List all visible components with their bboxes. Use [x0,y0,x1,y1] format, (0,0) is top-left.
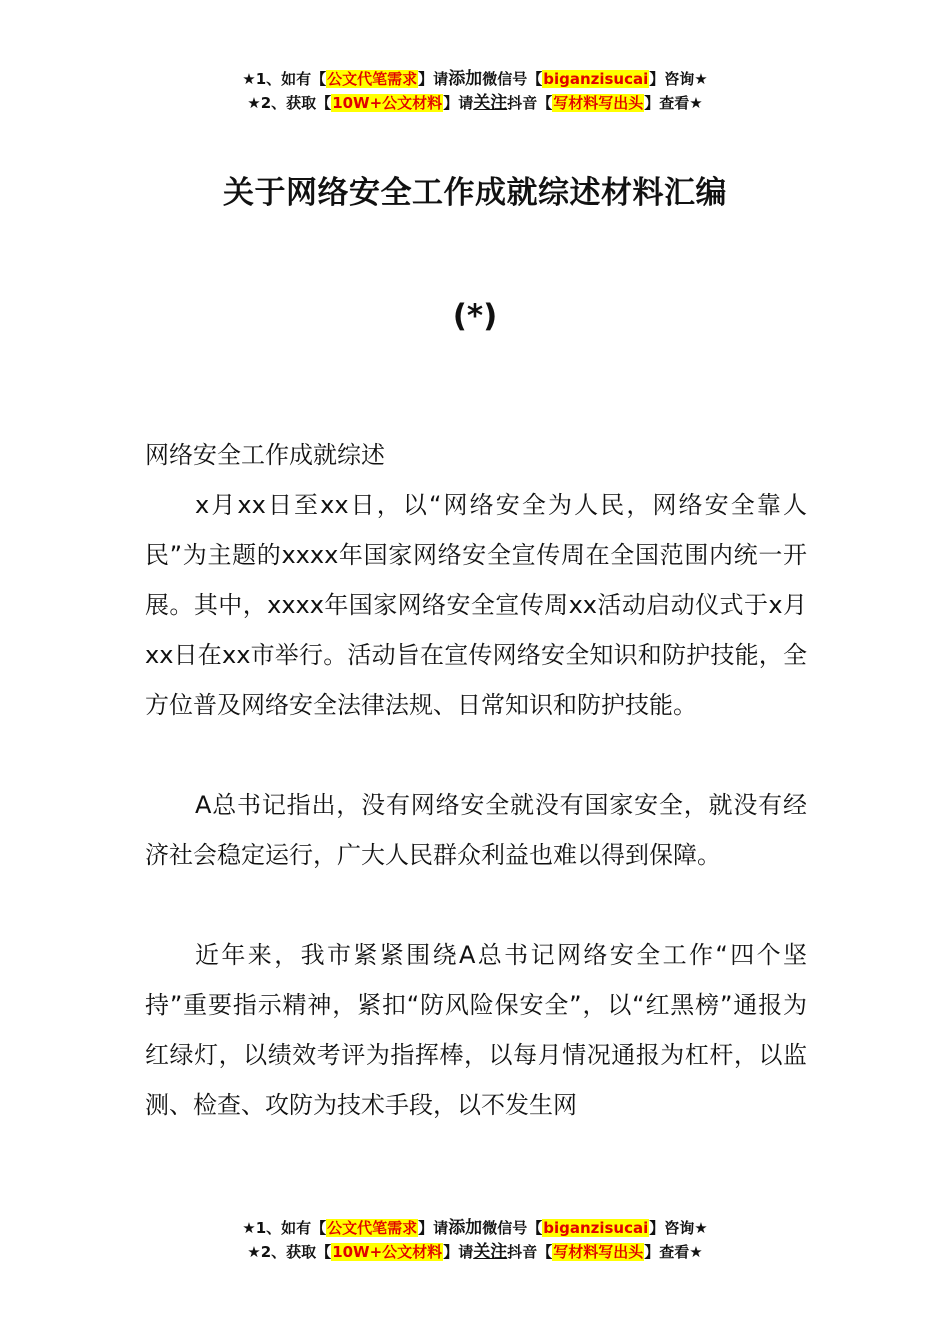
banner-highlight: 公文代笔需求 [327,1219,418,1237]
banner-emphasis: 添加 [448,69,483,89]
banner-text: 】请 [443,1243,474,1261]
banner-text: 】请 [418,1219,449,1237]
banner-highlight: biganzisucai [543,1219,649,1237]
document-title: 关于网络安全工作成就综述材料汇编 [223,174,727,211]
banner-highlight: 写材料写出头 [553,1243,644,1261]
banner-highlight: 写材料写出头 [553,94,644,112]
banner-line-2 [0,1240,950,1264]
bottom-banner [0,1216,950,1264]
banner-text: 】咨询★ [649,70,708,88]
banner-text: ★2、获取【 [247,1243,332,1261]
section-heading: 网络安全工作成就综述 [145,441,385,469]
banner-emphasis: 关注 [473,1242,508,1262]
banner-text: 抖音【 [507,94,553,112]
banner-line-1 [0,67,950,91]
banner-text: 】咨询★ [649,1219,708,1237]
banner-text: ★1、如有【 [242,1219,327,1237]
document-mark: (*) [452,298,498,334]
banner-text: 】查看★ [644,94,703,112]
banner-text: 微信号【 [482,70,543,88]
top-banner [0,67,950,115]
banner-text: 】请 [418,70,449,88]
paragraph: 近年来，我市紧紧围绕A总书记网络安全工作“四个坚持”重要指示精神，紧扣“防风险保安全”，以“红黑榜”通报为红绿灯，以绩效考评为指挥棒，以每月情况通报为杠杆，以监测、检查、攻防为技术手段，以不发生网 [145,941,807,1119]
banner-line-2 [0,91,950,115]
document-body [145,430,807,1130]
banner-highlight: 公文代笔需求 [327,70,418,88]
banner-highlight: 10W+公文材料 [332,1243,443,1261]
banner-text: 】查看★ [644,1243,703,1261]
banner-line-1 [0,1216,950,1240]
banner-text: 】请 [443,94,474,112]
banner-text: 抖音【 [507,1243,553,1261]
paragraph: A总书记指出，没有网络安全就没有国家安全，就没有经济社会稳定运行，广大人民群众利益也难以得到保障。 [145,791,807,869]
banner-emphasis: 添加 [448,1218,483,1238]
banner-text: ★2、获取【 [247,94,332,112]
banner-text: 微信号【 [482,1219,543,1237]
banner-highlight: 10W+公文材料 [332,94,443,112]
paragraph: x月xx日至xx日，以“网络安全为人民，网络安全靠人民”为主题的xxxx年国家网络安全宣传周在全国范围内统一开展。其中，xxxx年国家网络安全宣传周xx活动启动仪式于x月xx日在xx市举行。活动旨在宣传网络安全知识和防护技能，全方位普及网络安全法律法规、日常知识和防护技能。 [145,491,807,719]
banner-text: ★1、如有【 [242,70,327,88]
banner-highlight: biganzisucai [543,70,649,88]
banner-emphasis: 关注 [473,93,508,113]
